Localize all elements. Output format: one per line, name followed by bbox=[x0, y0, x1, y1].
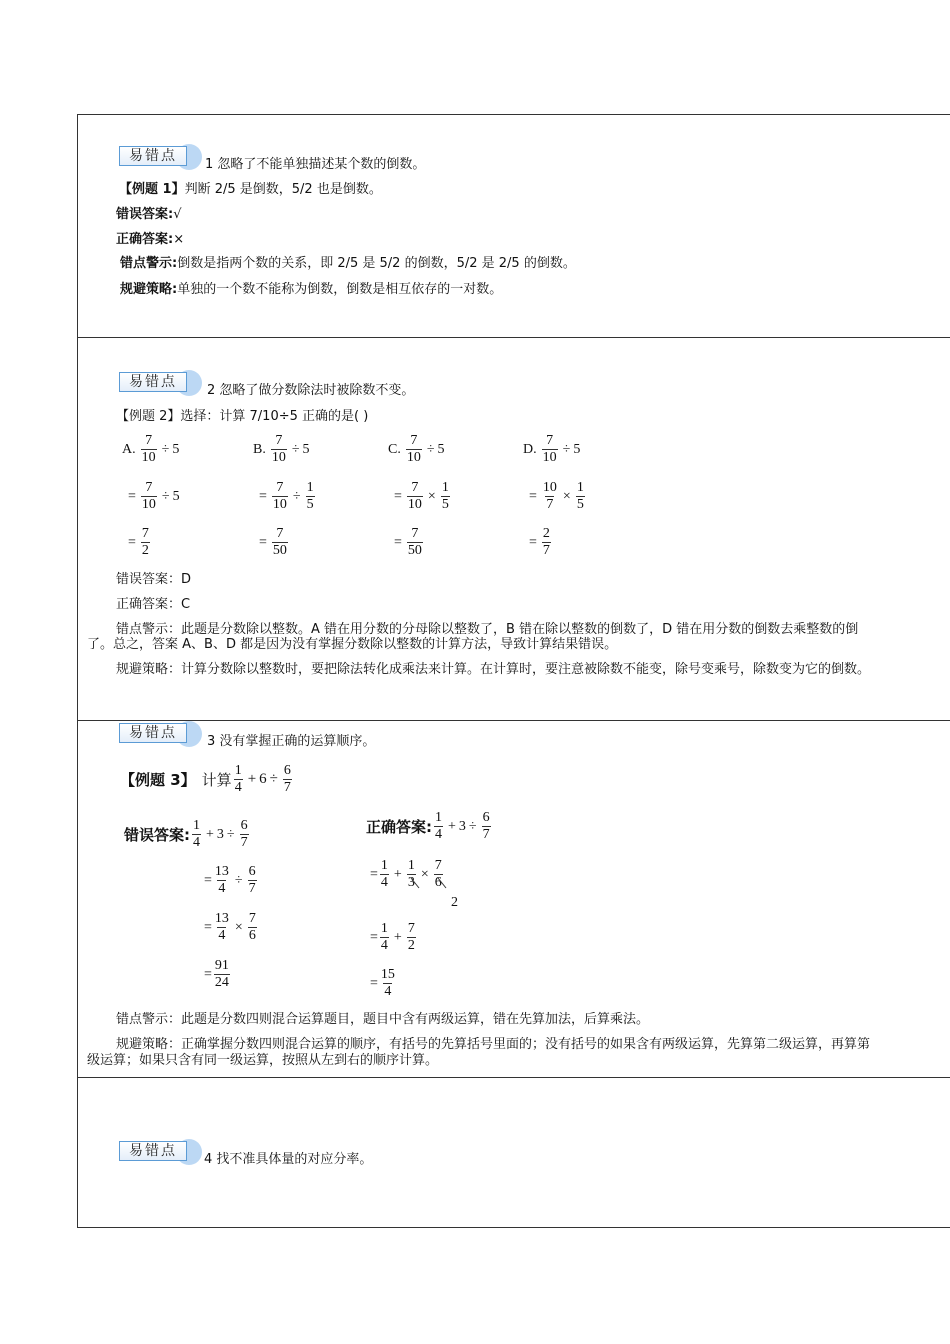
option-b-step-2: = $\frac{7}{10}$ ÷ $\frac{1}{5}$ bbox=[259, 480, 314, 512]
fraction: $\frac{7}{50}$ bbox=[272, 526, 287, 558]
right-label: 正确答案: bbox=[116, 232, 174, 247]
option-d-step-3: = $\frac{2}{7}$ bbox=[529, 526, 550, 558]
mistake-tag bbox=[119, 721, 207, 747]
fraction: $\frac{6}{7}$ bbox=[283, 763, 291, 795]
wrong-step-2: = $\frac{13}{4}$ × $\frac{7}{6}$ bbox=[204, 911, 256, 943]
right-label: 正确答案: bbox=[366, 818, 432, 836]
option-a-step-2: = $\frac{7}{10}$ ÷ 5 bbox=[128, 480, 180, 512]
cancelled-fraction: $\frac{7}{6}$ bbox=[434, 858, 443, 891]
right-step-2: = $\frac{1}{4}$ + $\frac{7}{2}$ bbox=[370, 921, 415, 953]
option-d-step-1: D. $\frac{7}{10}$ ÷ 5 bbox=[523, 433, 581, 465]
warning-line-1: 错点警示：此题是分数除以整数。A 错在用分数的分母除以整数了，B 错在除以整数的倒数了，D 错在用分数的倒数去乘整数的倒 bbox=[116, 622, 859, 637]
option-c-step-3: = $\frac{7}{50}$ bbox=[394, 526, 422, 558]
wrong-answer bbox=[116, 207, 182, 223]
divider bbox=[77, 337, 950, 338]
fraction: $\frac{2}{7}$ bbox=[542, 526, 550, 558]
cancel-stroke-icon bbox=[409, 876, 421, 890]
wrong-working-start: 错误答案: $\frac{1}{4}$ + 3 ÷ $\frac{6}{7}$ bbox=[124, 818, 248, 850]
fraction: $\frac{7}{10}$ bbox=[272, 480, 287, 512]
wrong-label: 错误答案: bbox=[124, 826, 190, 844]
option-c-step-2: = $\frac{7}{10}$ × $\frac{1}{5}$ bbox=[394, 480, 449, 512]
fraction: $\frac{7}{2}$ bbox=[141, 526, 149, 558]
fraction: $\frac{7}{10}$ bbox=[407, 480, 422, 512]
fraction: $\frac{7}{10}$ bbox=[271, 433, 286, 465]
right-answer: 正确答案：C bbox=[116, 597, 191, 612]
warning-label: 错点警示: bbox=[120, 256, 178, 271]
wrong-step-3: = $\frac{91}{24}$ bbox=[204, 958, 229, 990]
right-working-start: 正确答案: $\frac{1}{4}$ + 3 ÷ $\frac{6}{7}$ bbox=[366, 810, 490, 842]
right-answer bbox=[116, 232, 184, 248]
fraction: $\frac{1}{5}$ bbox=[576, 480, 584, 512]
warning bbox=[120, 256, 576, 272]
right-value: × bbox=[173, 232, 185, 247]
tag-label: 易错点 bbox=[119, 372, 187, 392]
right-step-3: = $\frac{15}{4}$ bbox=[370, 967, 395, 999]
fraction: $\frac{7}{10}$ bbox=[406, 433, 421, 465]
warning-line-2: 了。总之，答案 A、B、D 都是因为没有掌握分数除以整数的计算方法，导致计算结果错误。 bbox=[87, 637, 618, 652]
strategy bbox=[120, 282, 502, 298]
mistake-tag bbox=[119, 1139, 207, 1165]
section-title: 4 找不准具体量的对应分率。 bbox=[204, 1152, 373, 1167]
option-label: A. bbox=[122, 441, 136, 457]
wrong-step-1: = $\frac{13}{4}$ ÷ $\frac{6}{7}$ bbox=[204, 864, 256, 896]
section-title: 3 没有掌握正确的运算顺序。 bbox=[207, 734, 376, 749]
divider bbox=[77, 720, 950, 721]
option-a-step-1: A. $\frac{7}{10}$ ÷ 5 bbox=[122, 433, 180, 465]
fraction: $\frac{10}{7}$ bbox=[542, 480, 557, 512]
fraction: $\frac{7}{50}$ bbox=[407, 526, 422, 558]
cancel-stroke-icon bbox=[436, 876, 448, 890]
strategy-label: 规避策略: bbox=[120, 282, 178, 297]
strategy-line-2: 级运算；如果只含有同一级运算，按照从左到右的顺序计算。 bbox=[87, 1053, 439, 1068]
wrong-answer: 错误答案：D bbox=[116, 572, 192, 587]
option-c-step-1: C. $\frac{7}{10}$ ÷ 5 bbox=[388, 433, 445, 465]
example-line: 【例题 2】选择：计算 7/10÷5 正确的是( ) bbox=[116, 409, 369, 424]
tag-label: 易错点 bbox=[119, 723, 187, 743]
example-label: 【例题 1】 bbox=[119, 182, 185, 197]
divider bbox=[77, 1077, 950, 1078]
option-label: B. bbox=[253, 441, 266, 457]
fraction: $\frac{1}{5}$ bbox=[306, 480, 314, 512]
section-title: 1 忽略了不能单独描述某个数的倒数。 bbox=[205, 157, 426, 172]
option-a-step-3: = $\frac{7}{2}$ bbox=[128, 526, 149, 558]
option-label: C. bbox=[388, 441, 401, 457]
option-b-step-3: = $\frac{7}{50}$ bbox=[259, 526, 287, 558]
fraction: $\frac{1}{5}$ bbox=[441, 480, 449, 512]
example-3-expression: 【例题 3】 计算 $\frac{1}{4}$ + 6 ÷ $\frac{6}{7}$ bbox=[120, 763, 291, 795]
tag-label: 易错点 bbox=[119, 146, 187, 166]
example-text: 判断 2/5 是倒数，5/2 也是倒数。 bbox=[184, 182, 382, 197]
strategy-line-1: 规避策略：正确掌握分数四则混合运算的顺序，有括号的先算括号里面的；没有括号的如果含有两级运算，先算第二级运算，再算第 bbox=[116, 1037, 871, 1052]
tag-label: 易错点 bbox=[119, 1141, 187, 1161]
example-word: 计算 bbox=[201, 771, 232, 789]
strategy: 规避策略：计算分数除以整数时，要把除法转化成乘法来计算。在计算时，要注意被除数不能变，除号变乘号，除数变为它的倒数。 bbox=[116, 662, 871, 677]
warning-text: 倒数是指两个数的关系，即 2/5 是 5/2 的倒数，5/2 是 2/5 的倒数。 bbox=[177, 256, 576, 271]
fraction: $\frac{1}{4}$ bbox=[234, 763, 242, 795]
fraction: $\frac{7}{10}$ bbox=[141, 480, 156, 512]
fraction: $\frac{7}{10}$ bbox=[141, 433, 156, 465]
fraction: $\frac{7}{10}$ bbox=[542, 433, 557, 465]
option-b-step-1: B. $\frac{7}{10}$ ÷ 5 bbox=[253, 433, 310, 465]
cancelled-fraction: $\frac{1}{3}$ bbox=[407, 858, 416, 891]
wrong-label: 错误答案: bbox=[116, 207, 174, 222]
option-label: D. bbox=[523, 441, 537, 457]
right-step-1: = $\frac{1}{4}$ + $\frac{1}{3}$ × $\frac{7}{6}$ bbox=[370, 858, 445, 891]
strategy-text: 单独的一个数不能称为倒数，倒数是相互依存的一对数。 bbox=[177, 282, 503, 297]
example-line bbox=[119, 182, 382, 198]
warning: 错点警示：此题是分数四则混合运算题目，题目中含有两级运算，错在先算加法，后算乘法。 bbox=[116, 1012, 650, 1027]
section-title: 2 忽略了做分数除法时被除数不变。 bbox=[207, 383, 415, 398]
example-label: 【例题 3】 bbox=[120, 771, 196, 789]
mistake-tag bbox=[119, 144, 207, 170]
mistake-tag bbox=[119, 370, 207, 396]
wrong-value: √ bbox=[173, 207, 182, 222]
reduced-value: 2 bbox=[451, 895, 458, 910]
option-d-step-2: = $\frac{10}{7}$ × $\frac{1}{5}$ bbox=[529, 480, 584, 512]
